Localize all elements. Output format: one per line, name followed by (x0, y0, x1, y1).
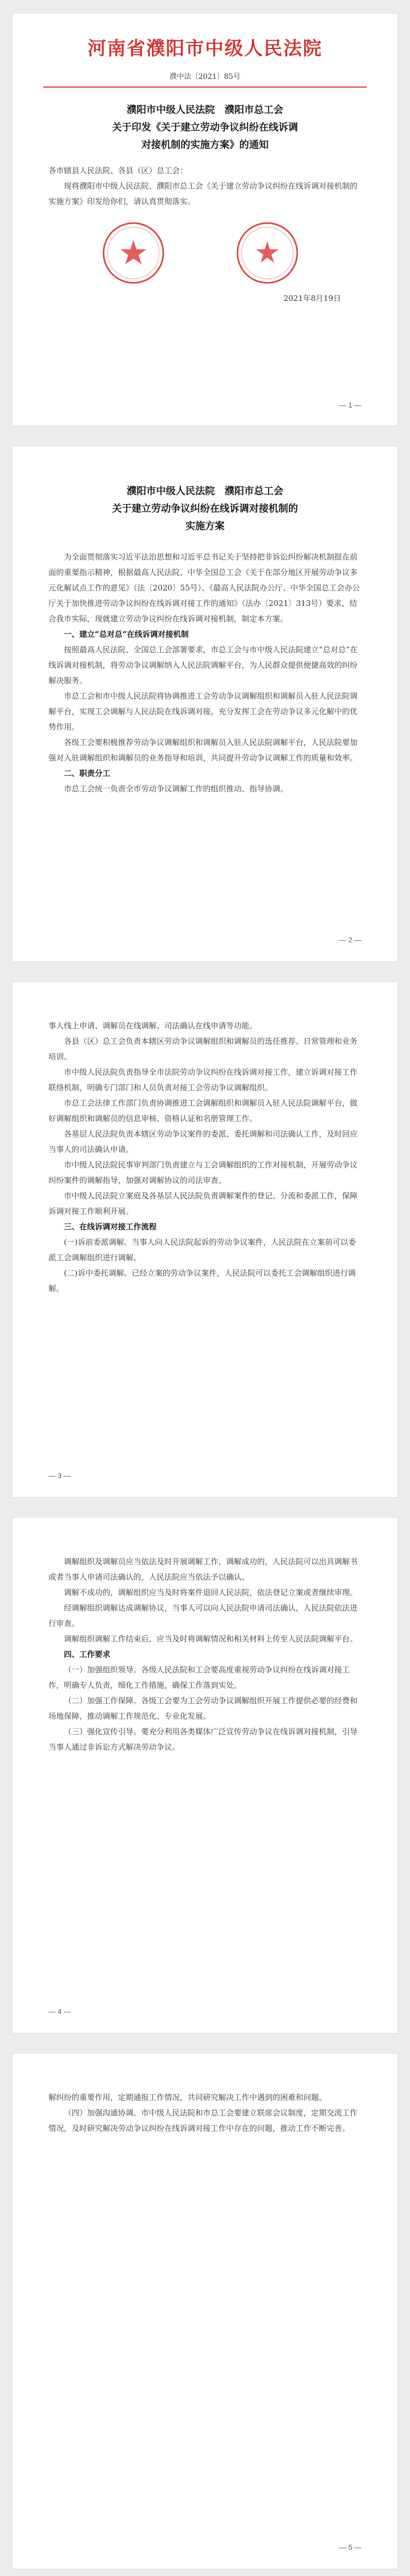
court-seal-stamp (100, 219, 167, 286)
page3-para-4: 市总工会法律工作部门负责协调推进工会调解组织和调解员入驻人民法院调解平台，做好调解组织和调解员的信息审核、资格认证和名册管理工作。 (48, 1098, 358, 1123)
section-1-para-2: 市总工会和市中级人民法院将协调推进工会劳动争议调解组织和调解员入驻人民法院调解平台，实现工会调解与人民法院在线诉调对接，充分发挥工会在劳动争议多元化解中的优势作用。 (48, 691, 358, 732)
page3-para-2: 各县（区）总工会负责本辖区劳动争议调解组织和调解员的选任推荐、日常管理和业务培训。 (48, 1037, 358, 1061)
page3-para-9: (二)诉中委托调解。已经立案的劳动争议案件，人民法院可以委托工会调解组织进行调解。 (48, 1268, 356, 1293)
page4-para-3: 经调解组织调解达成调解协议，当事人可以向人民法院申请司法确认，人民法院依法进行审查。 (48, 1603, 358, 1628)
notice-title-3: 对接机制的实施方案》的通知 (141, 139, 269, 150)
plan-title-2: 关于建立劳动争议纠纷在线诉调对接机制的 (112, 503, 298, 514)
page-number-5: — 5 — (339, 2543, 362, 2551)
page5-para-1: 解纠纷的重要作用，定期通报工作情况，共同研究解决工作中遇到的困难和问题。 (48, 2093, 327, 2102)
page3-para-8: (一)诉前委派调解。当事人向人民法院起诉的劳动争议案件，人民法院在立案前可以委派工会调解组织进行调解。 (48, 1238, 356, 1262)
page-4 (12, 1518, 398, 2033)
plan-intro: 为全面贯彻落实习近平法治思想和习近平总书记关于坚持把非诉讼纠纷解决机制挺在前面的重要指示精神，根据最高人民法院、中华全国总工会《关于在部分地区开展劳动争议多元化解试点工作的意见》（法〔2020〕55号）、《最高人民法院办公厅、中华全国总工会办公厅关于加快推进劳动争议纠纷在线诉调对接工作的通知》（法办〔2021〕313号）要求，结合我市实际，现就建立劳动争议纠纷在线诉调对接机制，制定本方案。 (48, 552, 360, 623)
notice-title-1: 濮阳市中级人民法院 濮阳市总工会 (126, 104, 283, 115)
page3-para-5: 各基层人民法院负责本辖区劳动争议案件的委派、委托调解和司法确认工作，及时回应当事人的司法确认申请。 (48, 1129, 358, 1154)
section-1-para-1: 按照最高人民法院、全国总工会部署要求，市总工会与市中级人民法院建立“总对总”在线诉调对接机制，将劳动争议调解纳入人民法院调解平台，为人民群众提供便捷高效的纠纷解决服务。 (48, 645, 358, 685)
page-1 (12, 13, 398, 426)
page-number-3: — 3 — (48, 1471, 71, 1480)
page3-para-6: 市中级人民法院民事审判部门负责建立与工会调解组织的工作对接机制，开展劳动争议纠纷案件的调解指导，加强对调解协议的司法审查。 (48, 1160, 358, 1185)
doc-number: 濮中法〔2021〕85号 (169, 73, 241, 81)
page5-para-2: （四）加强沟通协调。市中级人民法院和市总工会要建立联席会议制度，定期交流工作情况，及时研究解决劳动争议纠纷在线诉调对接工作中存在的问题，推动工作不断完善。 (48, 2108, 358, 2133)
page-3 (12, 982, 398, 1497)
org-header: 河南省濮阳市中级人民法院 (87, 38, 322, 59)
header-rule (43, 87, 367, 88)
page-number-1: — 1 — (339, 401, 362, 409)
page4-para-2: 调解不成功的，调解组织应当及时将案件退回人民法院，依法登记立案或者继续审理。 (64, 1588, 358, 1597)
page-5 (12, 2054, 398, 2569)
notice-body: 现将濮阳市中级人民法院、濮阳市总工会《关于建立劳动争议纠纷在线诉调对接机制的实施方案》印发给你们，请认真贯彻落实。 (48, 181, 358, 206)
notice-date: 2021年8月19日 (283, 294, 341, 303)
section-1-para-3: 各级工会要积极推荐劳动争议调解组织和调解员入驻人民法院调解平台，人民法院要加强对入驻调解组织和调解员的业务指导和培训，共同提升劳动争议调解工作的质量和效率。 (48, 738, 358, 762)
notice-title-2: 关于印发《关于建立劳动争议纠纷在线诉调 (112, 122, 298, 133)
section-2-para-1: 市总工会统一负责全市劳动争议调解工作的组织推动、指导协调。 (64, 784, 288, 793)
page4-para-1: 调解组织及调解员应当依法及时开展调解工作，调解成功的，人民法院可以出具调解书或者当事人申请司法确认的，人民法院应当依法予以确认。 (48, 1557, 358, 1582)
page3-para-1: 事人线上申请、调解员在线调解、司法确认在线申请等功能。 (48, 1021, 258, 1030)
page4-para-4: 调解组织调解工作结束后，应当及时将调解情况和相关材料上传至人民法院调解平台。 (64, 1634, 358, 1643)
union-seal-stamp (234, 219, 301, 286)
plan-title-1: 濮阳市中级人民法院 濮阳市总工会 (126, 485, 283, 497)
plan-title-3: 实施方案 (185, 520, 225, 532)
page-2 (12, 446, 398, 961)
page-number-2: — 2 — (339, 936, 362, 944)
section-1-title: 一、建立“总对总”在线诉调对接机制 (64, 630, 189, 639)
salutation: 各市辖县人民法院、各县（区）总工会： (48, 166, 188, 175)
section-2-title: 二、职责分工 (64, 769, 111, 778)
section-3-title: 三、在线诉调对接工作流程 (64, 1222, 157, 1231)
section-4-title: 四、工作要求 (64, 1650, 111, 1659)
page4-para-5: （一）加强组织领导。各级人民法院和工会要高度重视劳动争议纠纷在线诉调对接工作，明确专人负责，细化工作措施，确保工作落到实处。 (48, 1665, 350, 1690)
page-number-4: — 4 — (48, 2007, 71, 2015)
page4-para-6: （二）加强工作保障。各级工会要为工会劳动争议调解组织开展工作提供必要的经费和场地保障，推动调解工作规范化、专业化发展。 (48, 1696, 358, 1721)
page3-para-7: 市中级人民法院立案庭及各基层人民法院负责调解案件的登记、分流和委派工作，保障诉调对接工作顺利开展。 (48, 1191, 358, 1216)
page4-para-7: （三）强化宣传引导。要充分利用各类媒体广泛宣传劳动争议在线诉调对接机制，引导当事人通过非诉讼方式解决劳动争议。 (48, 1727, 358, 1752)
page3-para-3: 市中级人民法院负责指导全市法院劳动争议纠纷在线诉调对接工作，建立诉调对接工作联络机制，明确专门部门和人员负责对接工会劳动争议调解组织。 (48, 1067, 358, 1092)
